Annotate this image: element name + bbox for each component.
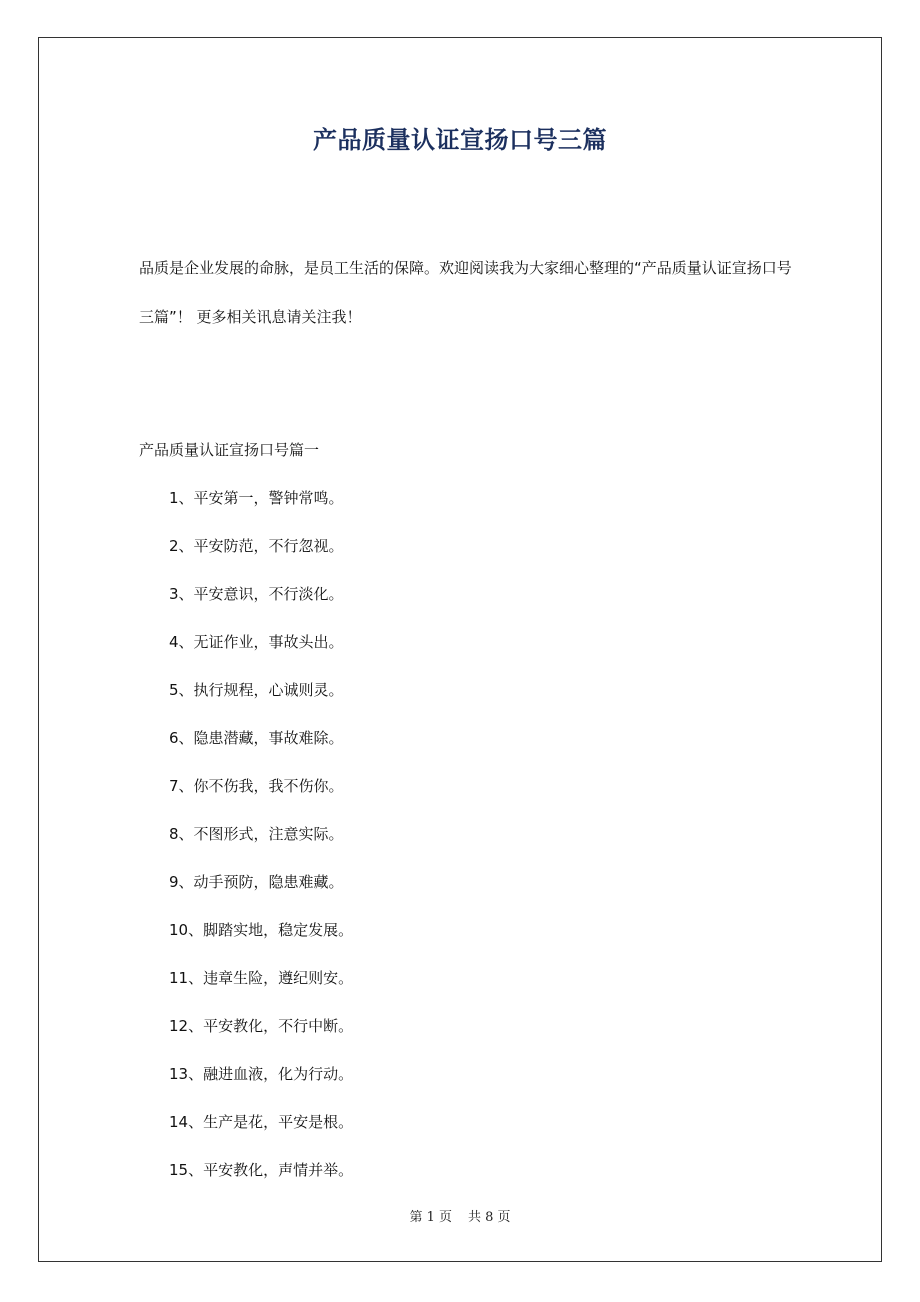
document-title: 产品质量认证宣扬口号三篇 <box>313 126 607 154</box>
slogan-list <box>169 484 353 1204</box>
slogan-item: 9、动手预防，隐患难藏。 <box>169 873 344 891</box>
intro-paragraph: 品质是企业发展的命脉，是员工生活的保障。欢迎阅读我为大家细心整理的“产品质量认证宣扬口号三篇”！ 更多相关讯息请关注我！ <box>139 259 792 326</box>
page-footer <box>0 1206 920 1225</box>
section-heading: 产品质量认证宣扬口号篇一 <box>139 441 320 459</box>
slogan-item: 7、你不伤我，我不伤你。 <box>169 777 344 795</box>
slogan-item: 13、融进血液，化为行动。 <box>169 1065 354 1083</box>
slogan-item: 4、无证作业，事故头出。 <box>169 633 344 651</box>
slogan-item: 10、脚踏实地，稳定发展。 <box>169 921 354 939</box>
page-total: 共 8 页 <box>468 1210 511 1225</box>
slogan-item: 3、平安意识，不行淡化。 <box>169 585 344 603</box>
slogan-item: 2、平安防范，不行忽视。 <box>169 537 344 555</box>
slogan-item: 11、违章生险，遵纪则安。 <box>169 969 354 987</box>
page-frame <box>38 37 882 1262</box>
slogan-item: 1、平安第一，警钟常鸣。 <box>169 489 344 507</box>
slogan-item: 15、平安教化，声情并举。 <box>169 1161 354 1179</box>
slogan-item: 12、平安教化，不行中断。 <box>169 1017 354 1035</box>
slogan-item: 8、不图形式，注意实际。 <box>169 825 344 843</box>
slogan-item: 6、隐患潜藏，事故难除。 <box>169 729 344 747</box>
slogan-item: 14、生产是花，平安是根。 <box>169 1113 354 1131</box>
page-number: 第 1 页 <box>409 1210 452 1225</box>
slogan-item: 5、执行规程，心诚则灵。 <box>169 681 344 699</box>
